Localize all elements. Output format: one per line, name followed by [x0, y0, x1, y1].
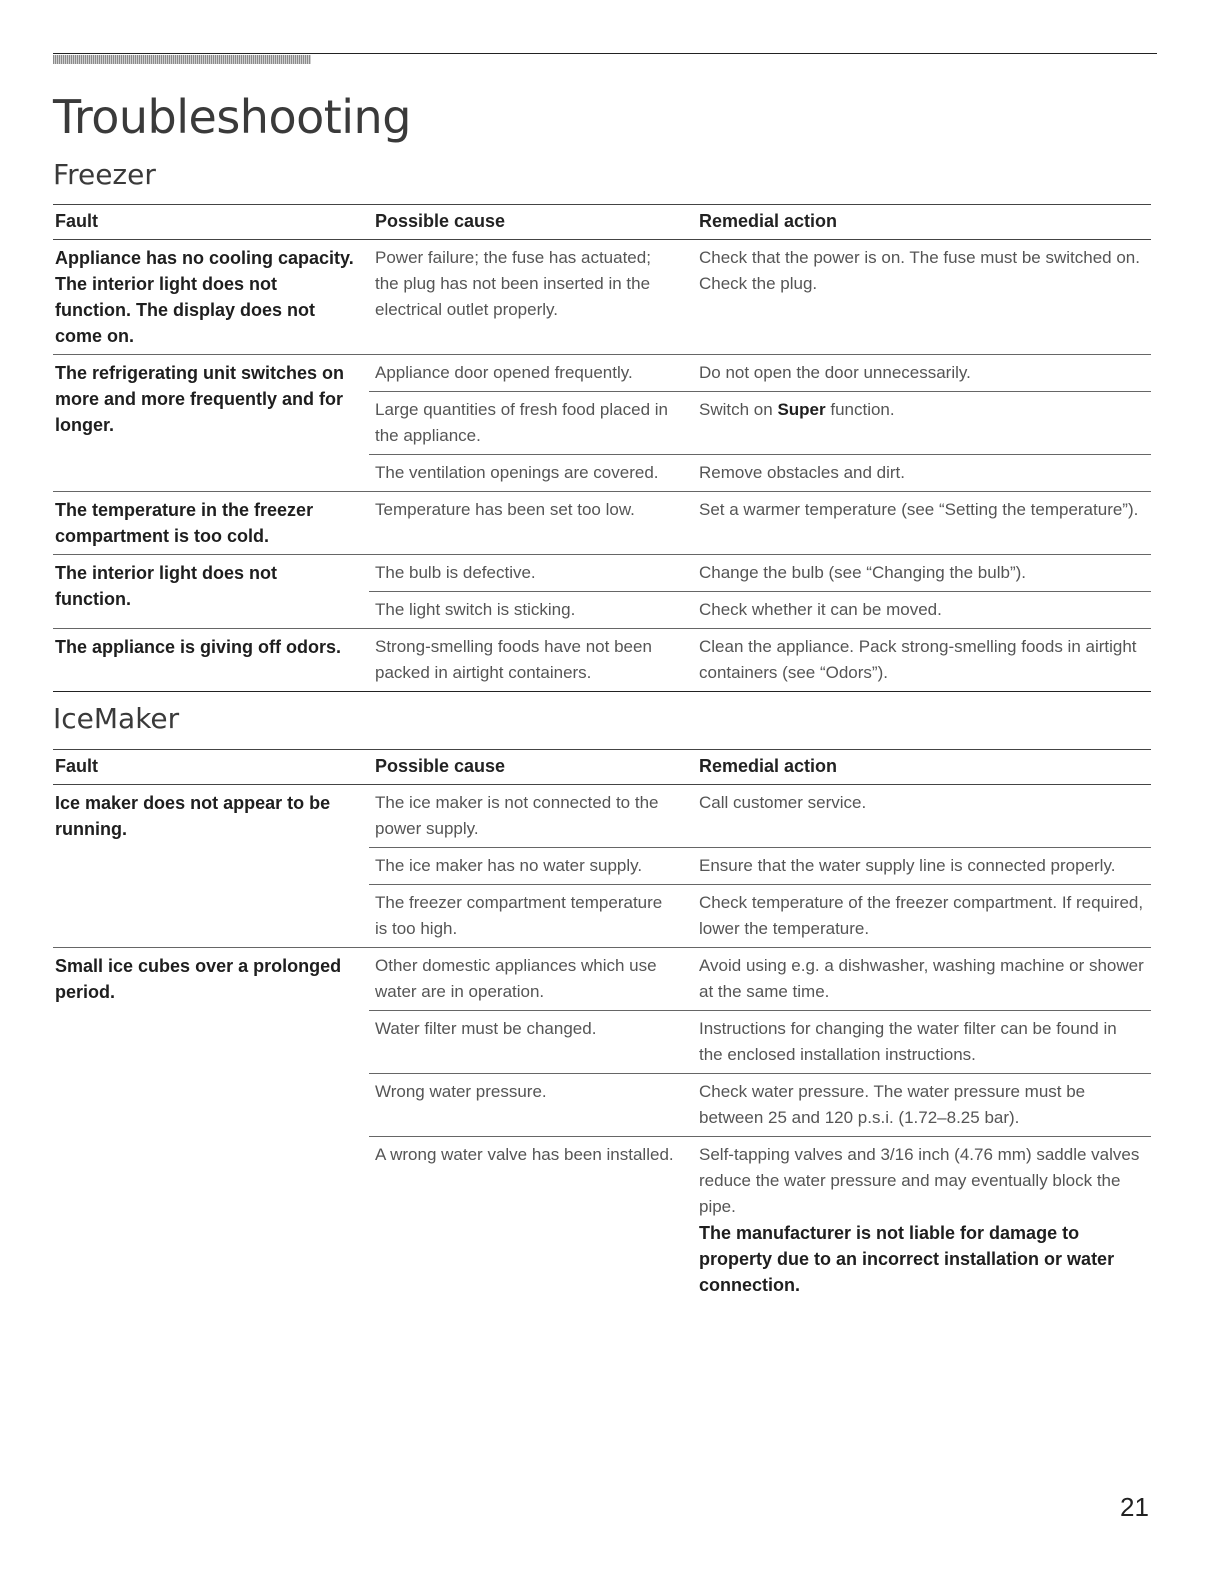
column-header-fault: Fault [53, 205, 369, 240]
table-header-row [53, 750, 1151, 785]
column-header-action: Remedial action [693, 750, 1151, 785]
cause-cell: The freezer compartment temperature is too high. [369, 885, 693, 948]
action-text-prefix: Switch on [699, 400, 778, 419]
freezer-troubleshooting-table [53, 204, 1151, 692]
liability-warning: The manufacturer is not liable for damage to property due to an incorrect installation or water connection. [699, 1223, 1115, 1295]
action-cell: Avoid using e.g. a dishwasher, washing machine or shower at the same time. [693, 948, 1151, 1011]
fault-cell: The temperature in the freezer compartment is too cold. [53, 492, 369, 555]
page-title: Troubleshooting [53, 90, 411, 144]
cause-cell: The ice maker has no water supply. [369, 848, 693, 885]
cause-cell: Appliance door opened frequently. [369, 355, 693, 392]
table-row [53, 555, 1151, 592]
action-cell: Check temperature of the freezer compartment. If required, lower the temperature. [693, 885, 1151, 948]
column-header-action: Remedial action [693, 205, 1151, 240]
fault-cell: Small ice cubes over a prolonged period. [55, 956, 342, 1002]
action-cell: Clean the appliance. Pack strong-smelling foods in airtight containers (see “Odors”). [693, 629, 1151, 692]
action-cell: Check whether it can be moved. [693, 592, 1151, 629]
icemaker-section-title: IceMaker [53, 702, 180, 735]
action-cell: Change the bulb (see “Changing the bulb”). [693, 555, 1151, 592]
cause-cell: Water filter must be changed. [369, 1011, 693, 1074]
header-rule [53, 53, 1157, 54]
cause-cell: Other domestic appliances which use water are in operation. [369, 948, 693, 1011]
fault-cell: Ice maker does not appear to be running. [53, 785, 369, 948]
freezer-section-title: Freezer [53, 158, 156, 191]
action-text-suffix: function. [825, 400, 895, 419]
super-function-label: Super [777, 400, 826, 419]
column-header-fault: Fault [53, 750, 369, 785]
cause-cell: A wrong water valve has been installed. [375, 1145, 674, 1164]
table-row [53, 785, 1151, 848]
action-cell: Do not open the door unnecessarily. [693, 355, 1151, 392]
fault-cell: The appliance is giving off odors. [53, 629, 369, 692]
cause-cell: Power failure; the fuse has actuated; the plug has not been inserted in the electrical outlet properly. [369, 240, 693, 355]
column-header-cause: Possible cause [369, 750, 693, 785]
cause-cell: The light switch is sticking. [369, 592, 693, 629]
cause-cell: Large quantities of fresh food placed in the appliance. [369, 392, 693, 455]
action-cell: Call customer service. [693, 785, 1151, 848]
table-row [53, 492, 1151, 555]
action-cell: Ensure that the water supply line is connected properly. [693, 848, 1151, 885]
action-cell: Remove obstacles and dirt. [693, 455, 1151, 492]
table-row [53, 240, 1151, 355]
header-hatch-bar [53, 55, 311, 64]
action-cell: Set a warmer temperature (see “Setting the temperature”). [693, 492, 1151, 555]
cause-cell: Wrong water pressure. [369, 1074, 693, 1137]
column-header-cause: Possible cause [369, 205, 693, 240]
action-cell: Check water pressure. The water pressure must be between 25 and 120 p.s.i. (1.72–8.25 bar). [693, 1074, 1151, 1137]
page-number: 21 [1120, 1492, 1149, 1522]
cause-cell: The ice maker is not connected to the power supply. [369, 785, 693, 848]
table-header-row [53, 205, 1151, 240]
cause-cell: The bulb is defective. [369, 555, 693, 592]
cause-cell: The ventilation openings are covered. [369, 455, 693, 492]
fault-cell: Appliance has no cooling capacity. The interior light does not function. The display does not come on. [53, 240, 369, 355]
fault-cell: The interior light does not function. [53, 555, 369, 629]
action-text: Self-tapping valves and 3/16 inch (4.76 mm) saddle valves reduce the water pressure and may eventually block the pipe. [699, 1145, 1140, 1216]
cause-cell: Temperature has been set too low. [369, 492, 693, 555]
action-cell [693, 1137, 1151, 1304]
table-row [53, 629, 1151, 692]
table-row [53, 948, 1151, 1011]
fault-cell: The refrigerating unit switches on more and more frequently and for longer. [53, 355, 369, 492]
icemaker-troubleshooting-table [53, 749, 1151, 1303]
table-row [53, 355, 1151, 392]
cause-cell: Strong-smelling foods have not been packed in airtight containers. [369, 629, 693, 692]
action-cell: Check that the power is on. The fuse must be switched on. Check the plug. [693, 240, 1151, 355]
action-cell: Instructions for changing the water filter can be found in the enclosed installation instructions. [693, 1011, 1151, 1074]
action-cell [693, 392, 1151, 455]
